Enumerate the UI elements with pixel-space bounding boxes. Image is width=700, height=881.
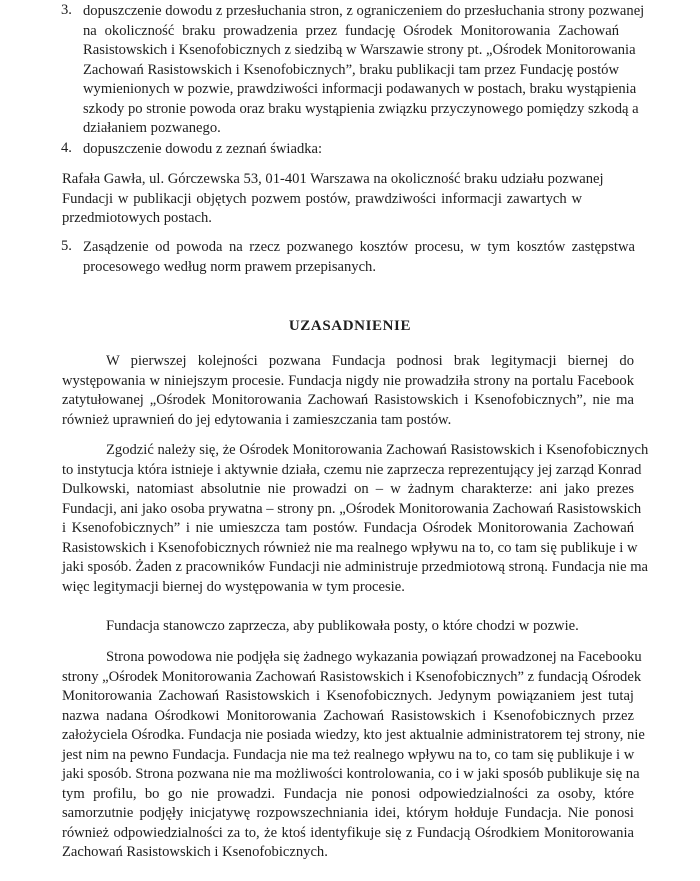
paragraph-line: jest nim na pewno Fundacja. Fundacja nie ma też realnego wpływu na to, co tam się publikuje i w — [62, 746, 635, 763]
item-3-line: Zachowań Rasistowskich i Ksenofobicznych”, braku publikacji tam przez Fundację postów — [83, 61, 619, 78]
paragraph-line: Fundacja stanowczo zaprzecza, aby publikowała posty, o które chodzi w pozwie. — [106, 618, 579, 634]
paragraph-line: strony „Ośrodek Monitorowania Zachowań Rasistowskich i Ksenofobicznych” z fundacją Ośrodek — [62, 668, 642, 685]
paragraph-line: założyciela Ośrodka. Fundacja nie posiada wiedzy, kto jest aktualnie administratorem tej strony, nie — [62, 727, 645, 743]
item-4-number: 4. — [61, 140, 72, 156]
paragraph-line: występowania w niniejszym procesie. Fundacja nigdy nie prowadziła strony na portalu Facebook — [62, 372, 634, 389]
paragraph-1 — [62, 352, 634, 430]
item-3-number: 3. — [61, 2, 72, 18]
item-3-line: szkody po stronie powoda oraz braku wystąpienia związku przyczynowego pomiędzy szkodą a — [83, 100, 639, 117]
paragraph-line: więc legitymacji biernej do występowania w tym procesie. — [62, 578, 405, 595]
paragraph-line: Rasistowskich i Ksenofobicznych również nie ma realnego wpływu na to, co tam się publikuje i w — [62, 539, 638, 556]
item-3-line: działaniem pozwanego. — [83, 120, 221, 136]
item-5-line: procesowego według norm prawem przepisanych. — [83, 258, 376, 275]
item-3-text — [83, 2, 645, 139]
paragraph-line: Zgodzić należy się, że Ośrodek Monitorowania Zachowań Rasistowskich i Ksenofobicznych — [106, 442, 649, 458]
paragraph-2 — [62, 441, 649, 597]
paragraph-line: jaki sposób. Strona pozwana nie ma możliwości kontrolowania, co i w jaki sposób publikuje się na — [62, 766, 640, 782]
paragraph-4 — [62, 648, 645, 863]
section-heading: UZASADNIENIE — [288, 318, 412, 334]
item-5-text — [83, 238, 635, 277]
paragraph-line: Strona powodowa nie podjęła się żadnego wykazania powiązań prowadzonej na Facebooku — [106, 649, 642, 665]
paragraph-3 — [62, 617, 634, 637]
item-4-line: dopuszczenie dowodu z zeznań świadka: — [83, 141, 323, 157]
paragraph-line: zatytułowanej „Ośrodek Monitorowania Zachowań Rasistowskich i Ksenofobicznych”, nie ma — [62, 392, 634, 408]
paragraph-line: również odpowiedzialności za to, że ktoś identyfikuje się z Fundacją Ośrodkiem Monitorowania — [62, 824, 634, 841]
paragraph-line: nazwa nadana Ośrodkowi Monitorowania Zachowań Rasistowskich i Ksenofobicznych przez — [62, 707, 634, 724]
item-5-number: 5. — [61, 238, 72, 254]
item-3-line: dopuszczenie dowodu z przesłuchania stron, z ograniczeniem do przesłuchania strony pozwanej — [83, 3, 645, 19]
item-4-text — [83, 140, 619, 160]
paragraph-line: Zachowań Rasistowskich i Ksenofobicznych. — [62, 844, 328, 860]
witness-line: Fundacji w publikacji objętych pozwem postów, prawdziwości informacji zawartych w — [62, 190, 582, 207]
item-3-line: na okoliczność braku prowadzenia przez fundację Ośrodek Monitorowania Zachowań — [83, 22, 619, 39]
paragraph-line: tym profilu, bo go nie prowadzi. Fundacja nie ponosi odpowiedzialności za osoby, które — [62, 785, 634, 802]
witness-line: przedmiotowych postach. — [62, 210, 212, 226]
witness-paragraph — [62, 170, 604, 229]
paragraph-line: jaki sposób. Żaden z pracowników Fundacji nie administruje przedmiotową stroną. Fundacja nie ma — [62, 559, 649, 575]
paragraph-line: W pierwszej kolejności pozwana Fundacja podnosi brak legitymacji biernej do — [106, 353, 634, 369]
paragraph-line: samorzutnie podjęły inicjatywę rozpowszechniania idei, którym hołduje Fundacja. Nie ponosi — [62, 805, 634, 821]
paragraph-line: również uprawnień do jej edytowania i zamieszczania tam postów. — [62, 411, 452, 428]
paragraph-line: i Ksenofobicznych” i nie umieszcza tam postów. Fundacja Ośrodek Monitorowania Zachowań — [62, 520, 634, 536]
witness-line: Rafała Gawła, ul. Górczewska 53, 01-401 Warszawa na okoliczność braku udziału pozwanej — [62, 171, 604, 187]
paragraph-line: Dulkowski, natomiast absolutnie nie prowadzi on – w żadnym charakterze: ani jako prezes — [62, 481, 634, 497]
paragraph-line: Monitorowania Zachowań Rasistowskich i Ksenofobicznych. Jedynym powiązaniem jest tutaj — [62, 688, 634, 704]
item-5-line: Zasądzenie od powoda na rzecz pozwanego kosztów procesu, w tym kosztów zastępstwa — [83, 239, 635, 255]
item-3-line: wymienionych w pozwie, prawdziwości informacji podawanych w postach, braku wystąpienia — [83, 81, 637, 97]
paragraph-line: Fundacji, ani jako osoba prywatna – strony pn. „Ośrodek Monitorowania Zachowań Rasistowskich — [62, 500, 642, 517]
item-3-line: Rasistowskich i Ksenofobicznych z siedzibą w Warszawie strony pt. „Ośrodek Monitorowania — [83, 42, 636, 58]
paragraph-line: to instytucja która istnieje i aktywnie działa, czemu nie zaprzecza reprezentujący jej zarząd Konrad — [62, 461, 642, 478]
